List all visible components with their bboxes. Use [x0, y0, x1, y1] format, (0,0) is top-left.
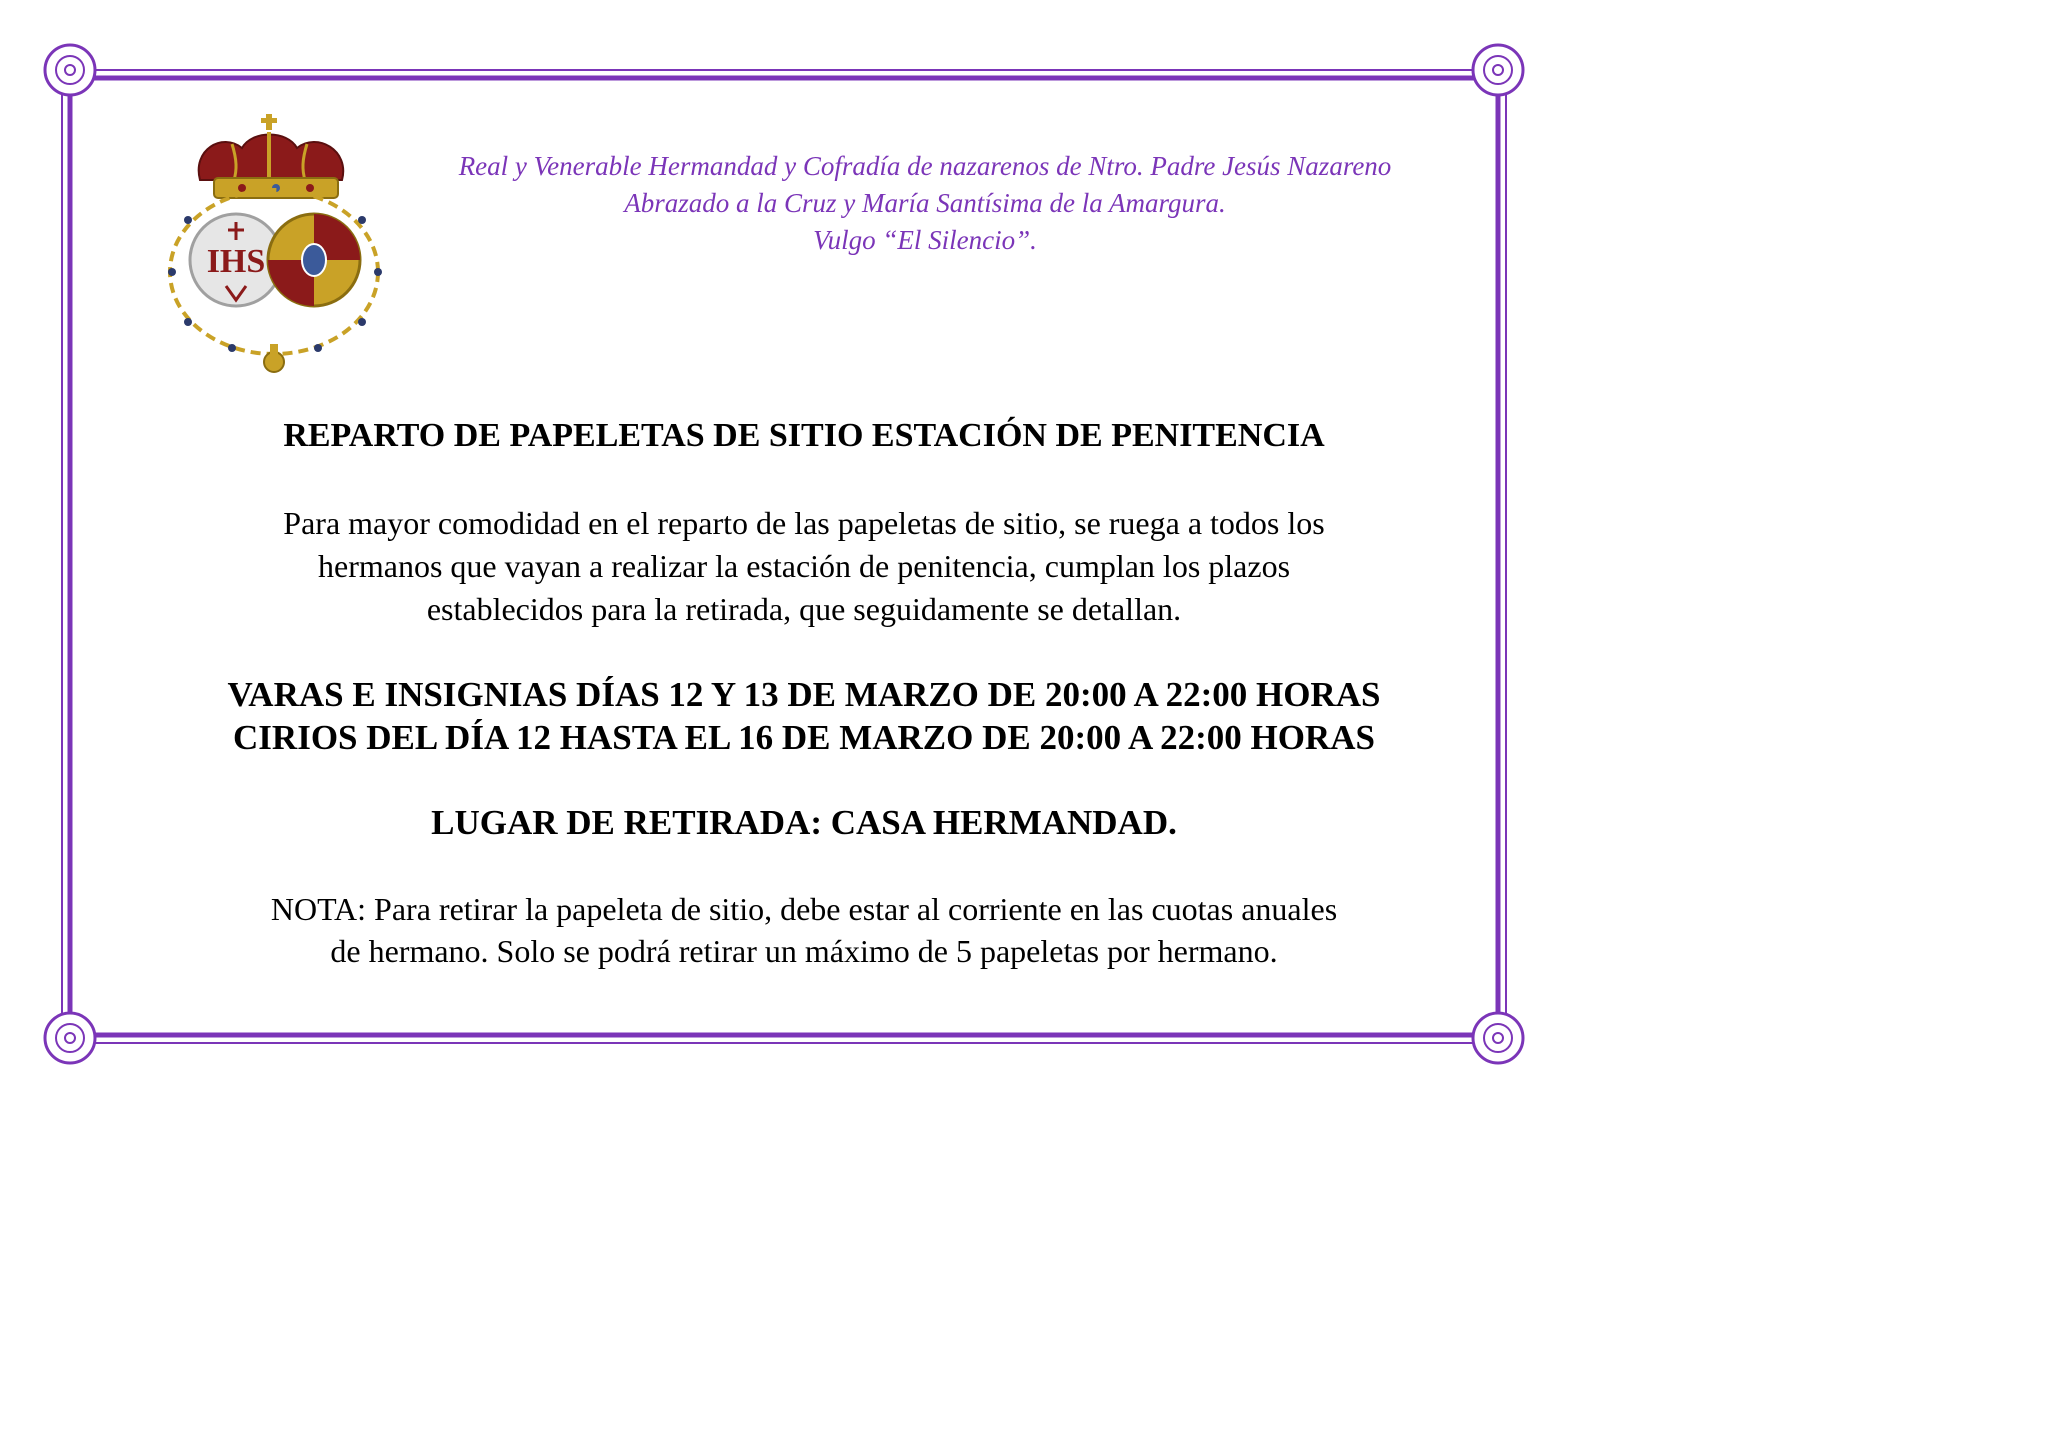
- pendant-icon: [264, 344, 284, 372]
- corner-ornament-top-right: [1473, 45, 1523, 95]
- quartered-shield: [268, 214, 360, 306]
- intro-line: Para mayor comodidad en el reparto de las papeletas de sitio, se ruega a todos los: [283, 505, 1325, 541]
- schedule-block: [80, 673, 1528, 759]
- brotherhood-name-header: [400, 148, 1450, 259]
- corner-ornament-bottom-left: [45, 1013, 95, 1063]
- note-line: de hermano. Solo se podrá retirar un máximo de 5 papeletas por hermano.: [330, 933, 1278, 969]
- corner-ornament-bottom-right: [1473, 1013, 1523, 1063]
- ihs-monogram: IHS: [206, 243, 266, 280]
- header-line-1: Real y Venerable Hermandad y Cofradía de nazarenos de Ntro. Padre Jesús Nazareno: [458, 151, 1392, 181]
- intro-line: hermanos que vayan a realizar la estación de penitencia, cumplan los plazos: [317, 548, 1291, 584]
- brotherhood-crest-logo: [162, 110, 390, 380]
- notice-title: REPARTO DE PAPELETAS DE SITIO ESTACIÓN DE PENITENCIA: [283, 417, 1325, 454]
- intro-paragraph: [80, 502, 1528, 631]
- schedule-line-varas: VARAS E INSIGNIAS DÍAS 12 Y 13 DE MARZO DE 20:00 A 22:00 HORAS: [227, 675, 1381, 714]
- schedule-line-cirios: CIRIOS DEL DÍA 12 HASTA EL 16 DE MARZO DE 20:00 A 22:00 HORAS: [233, 718, 1375, 757]
- intro-line: establecidos para la retirada, que seguidamente se detallan.: [426, 591, 1182, 627]
- header-line-3: Vulgo “El Silencio”.: [813, 225, 1037, 255]
- header-line-2: Abrazado a la Cruz y María Santísima de la Amargura.: [624, 188, 1226, 218]
- note-line: NOTA: Para retirar la papeleta de sitio, debe estar al corriente en las cuotas anuales: [270, 891, 1338, 927]
- note-paragraph: [80, 888, 1528, 972]
- crown-icon: [199, 114, 344, 198]
- pickup-location: LUGAR DE RETIRADA: CASA HERMANDAD.: [431, 803, 1177, 842]
- corner-ornament-top-left: [45, 45, 95, 95]
